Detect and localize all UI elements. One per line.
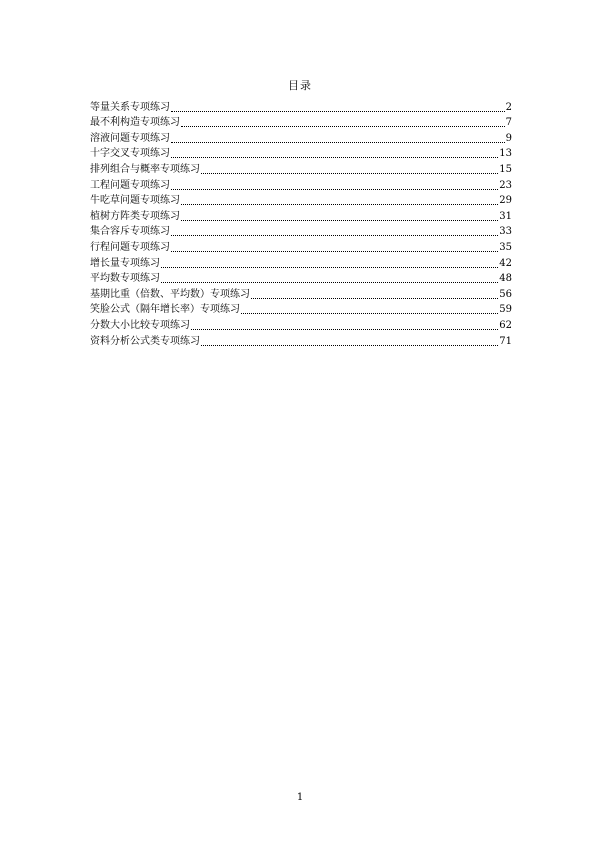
toc-entry[interactable] [90,238,512,254]
toc-leader-dots [201,172,498,174]
toc-entry-page: 9 [505,132,512,144]
toc-entry[interactable] [90,316,512,332]
toc-entry-page: 33 [499,226,512,238]
toc-entry[interactable] [90,207,512,223]
toc-entry[interactable] [90,129,512,145]
toc-entry-page: 31 [499,210,512,222]
toc-entry-label: 分数大小比较专项练习 [90,319,190,331]
toc-entry-page: 7 [505,117,512,129]
toc-leader-dots [251,297,498,299]
toc-leader-dots [161,266,498,268]
toc-entry[interactable] [90,176,512,192]
toc-leader-dots [181,203,498,205]
toc-entry[interactable] [90,301,512,317]
toc-entry-label: 集合容斥专项练习 [90,226,170,238]
toc-leader-dots [171,188,498,190]
toc-leader-dots [171,110,505,112]
toc-entry-label: 基期比重（倍数、平均数）专项练习 [90,288,250,300]
toc-entry-page: 29 [499,195,512,207]
toc-entry[interactable] [90,270,512,286]
toc-entry-label: 工程问题专项练习 [90,179,170,191]
toc-entry[interactable] [90,223,512,239]
toc-leader-dots [171,156,498,158]
toc-entry-label: 增长量专项练习 [90,257,160,269]
toc-entry-page: 59 [499,304,512,316]
toc-entry-label: 排列组合与概率专项练习 [90,163,200,175]
toc-entry-page: 23 [499,179,512,191]
toc-entry-label: 行程问题专项练习 [90,241,170,253]
page-number: 1 [296,792,304,803]
toc-entry-label: 等量关系专项练习 [90,101,170,113]
toc-entry[interactable] [90,192,512,208]
toc-entry[interactable] [90,332,512,348]
toc-entry-label: 笑脸公式（隔年增长率）专项练习 [90,304,240,316]
toc-entry-page: 15 [499,163,512,175]
toc-title: 目录 [288,79,312,92]
toc-entry-label: 平均数专项练习 [90,273,160,285]
toc-entry[interactable] [90,285,512,301]
toc-entry-page: 48 [499,273,512,285]
toc-entry-label: 十字交叉专项练习 [90,148,170,160]
toc-entry-page: 42 [499,257,512,269]
toc-entry[interactable] [90,254,512,270]
toc-leader-dots [181,125,505,127]
toc-leader-dots [171,250,498,252]
toc-entry-page: 13 [499,148,512,160]
toc-entry[interactable] [90,145,512,161]
toc-leader-dots [191,328,498,330]
toc-entry-label: 最不利构造专项练习 [90,117,180,129]
toc-entry[interactable] [90,98,512,114]
toc-entry-label: 资料分析公式类专项练习 [90,335,200,347]
toc-entry-label: 植树方阵类专项练习 [90,210,180,222]
toc-entry-page: 62 [499,319,512,331]
toc-entry-label: 牛吃草问题专项练习 [90,195,180,207]
toc-entry-label: 溶液问题专项练习 [90,132,170,144]
toc-entry-page: 56 [499,288,512,300]
toc-list [90,98,512,348]
toc-entry[interactable] [90,160,512,176]
toc-leader-dots [171,234,498,236]
toc-entry[interactable] [90,114,512,130]
toc-leader-dots [171,141,505,143]
toc-entry-page: 71 [499,335,512,347]
toc-leader-dots [161,281,498,283]
toc-entry-page: 35 [499,241,512,253]
toc-entry-page: 2 [505,101,512,113]
toc-leader-dots [241,312,498,314]
toc-leader-dots [181,219,498,221]
toc-leader-dots [201,344,498,346]
